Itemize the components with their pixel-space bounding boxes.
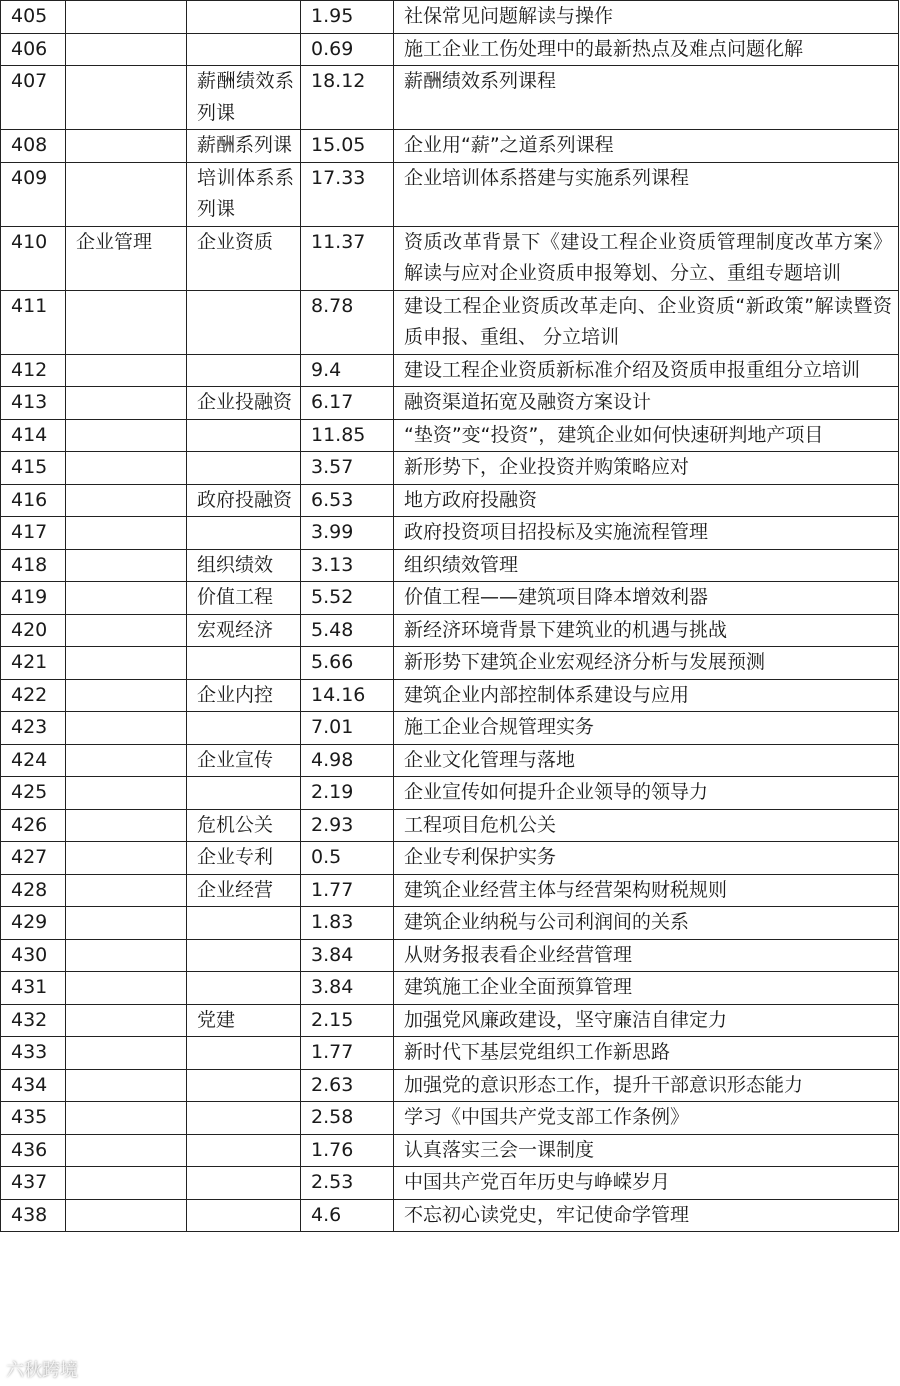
- table-row: [1, 33, 899, 66]
- row-number-cell: 405: [1, 1, 66, 34]
- table-row: [1, 1004, 899, 1037]
- course-title-cell: “垫资”变“投资”，建筑企业如何快速研判地产项目: [394, 419, 899, 452]
- category-cell: [66, 549, 187, 582]
- hours-cell: 2.58: [301, 1102, 394, 1135]
- row-number-cell: 433: [1, 1037, 66, 1070]
- row-number-cell: 427: [1, 842, 66, 875]
- table-row: [1, 679, 899, 712]
- subcategory-cell: [187, 1167, 301, 1200]
- category-cell: [66, 484, 187, 517]
- category-cell: [66, 419, 187, 452]
- row-number-cell: 418: [1, 549, 66, 582]
- hours-cell: 9.4: [301, 354, 394, 387]
- course-title-cell: 认真落实三会一课制度: [394, 1134, 899, 1167]
- subcategory-cell: [187, 939, 301, 972]
- subcategory-cell: [187, 1069, 301, 1102]
- table-row: [1, 972, 899, 1005]
- hours-cell: 3.84: [301, 972, 394, 1005]
- category-cell: [66, 809, 187, 842]
- subcategory-cell: [187, 452, 301, 485]
- course-title-cell: 工程项目危机公关: [394, 809, 899, 842]
- category-cell: [66, 647, 187, 680]
- course-title-cell: 建筑施工企业全面预算管理: [394, 972, 899, 1005]
- row-number-cell: 434: [1, 1069, 66, 1102]
- course-title-cell: 中国共产党百年历史与峥嵘岁月: [394, 1167, 899, 1200]
- category-cell: [66, 1134, 187, 1167]
- category-cell: [66, 387, 187, 420]
- row-number-cell: 414: [1, 419, 66, 452]
- hours-cell: 2.63: [301, 1069, 394, 1102]
- hours-cell: 4.98: [301, 744, 394, 777]
- course-title-cell: 新经济环境背景下建筑业的机遇与挑战: [394, 614, 899, 647]
- table-row: [1, 1, 899, 34]
- category-cell: [66, 744, 187, 777]
- table-row: [1, 614, 899, 647]
- category-cell: [66, 1199, 187, 1232]
- category-cell: [66, 517, 187, 550]
- hours-cell: 4.6: [301, 1199, 394, 1232]
- subcategory-cell: [187, 33, 301, 66]
- hours-cell: 2.93: [301, 809, 394, 842]
- subcategory-cell: 企业专利: [187, 842, 301, 875]
- row-number-cell: 417: [1, 517, 66, 550]
- row-number-cell: 428: [1, 874, 66, 907]
- course-title-cell: 建设工程企业资质新标准介绍及资质申报重组分立培训: [394, 354, 899, 387]
- row-number-cell: 415: [1, 452, 66, 485]
- row-number-cell: 431: [1, 972, 66, 1005]
- row-number-cell: 406: [1, 33, 66, 66]
- category-cell: [66, 1004, 187, 1037]
- course-title-cell: 企业用“薪”之道系列课程: [394, 130, 899, 163]
- subcategory-cell: 企业内控: [187, 679, 301, 712]
- subcategory-cell: 政府投融资: [187, 484, 301, 517]
- hours-cell: 7.01: [301, 712, 394, 745]
- subcategory-cell: [187, 354, 301, 387]
- table-row: [1, 777, 899, 810]
- row-number-cell: 420: [1, 614, 66, 647]
- row-number-cell: 436: [1, 1134, 66, 1167]
- subcategory-cell: 宏观经济: [187, 614, 301, 647]
- subcategory-cell: [187, 777, 301, 810]
- row-number-cell: 423: [1, 712, 66, 745]
- course-title-cell: 建设工程企业资质改革走向、企业资质“新政策”解读暨资质申报、重组、 分立培训: [394, 290, 899, 354]
- row-number-cell: 410: [1, 226, 66, 290]
- table-row: [1, 874, 899, 907]
- subcategory-cell: 薪酬系列课: [187, 130, 301, 163]
- course-title-cell: 不忘初心读党史，牢记使命学管理: [394, 1199, 899, 1232]
- course-title-cell: 企业专利保护实务: [394, 842, 899, 875]
- row-number-cell: 437: [1, 1167, 66, 1200]
- row-number-cell: 435: [1, 1102, 66, 1135]
- subcategory-cell: 危机公关: [187, 809, 301, 842]
- row-number-cell: 425: [1, 777, 66, 810]
- table-row: [1, 744, 899, 777]
- hours-cell: 5.66: [301, 647, 394, 680]
- category-cell: [66, 1167, 187, 1200]
- category-cell: [66, 582, 187, 615]
- row-number-cell: 424: [1, 744, 66, 777]
- hours-cell: 3.99: [301, 517, 394, 550]
- subcategory-cell: [187, 1102, 301, 1135]
- hours-cell: 6.17: [301, 387, 394, 420]
- table-row: [1, 354, 899, 387]
- category-cell: [66, 66, 187, 130]
- hours-cell: 3.84: [301, 939, 394, 972]
- row-number-cell: 413: [1, 387, 66, 420]
- course-title-cell: 建筑企业内部控制体系建设与应用: [394, 679, 899, 712]
- subcategory-cell: 企业宣传: [187, 744, 301, 777]
- table-row: [1, 517, 899, 550]
- table-row: [1, 1167, 899, 1200]
- course-title-cell: 政府投资项目招投标及实施流程管理: [394, 517, 899, 550]
- subcategory-cell: 组织绩效: [187, 549, 301, 582]
- course-title-cell: 社保常见问题解读与操作: [394, 1, 899, 34]
- table-body: [1, 1, 899, 1232]
- hours-cell: 2.19: [301, 777, 394, 810]
- subcategory-cell: [187, 1134, 301, 1167]
- hours-cell: 1.95: [301, 1, 394, 34]
- hours-cell: 6.53: [301, 484, 394, 517]
- course-title-cell: 新形势下，企业投资并购策略应对: [394, 452, 899, 485]
- row-number-cell: 412: [1, 354, 66, 387]
- row-number-cell: 409: [1, 162, 66, 226]
- category-cell: [66, 452, 187, 485]
- table-row: [1, 484, 899, 517]
- course-title-cell: 薪酬绩效系列课程: [394, 66, 899, 130]
- course-title-cell: 建筑企业经营主体与经营架构财税规则: [394, 874, 899, 907]
- subcategory-cell: [187, 647, 301, 680]
- table-row: [1, 130, 899, 163]
- subcategory-cell: [187, 290, 301, 354]
- category-cell: [66, 162, 187, 226]
- course-title-cell: 施工企业合规管理实务: [394, 712, 899, 745]
- category-cell: [66, 874, 187, 907]
- row-number-cell: 407: [1, 66, 66, 130]
- category-cell: 企业管理: [66, 226, 187, 290]
- subcategory-cell: 企业投融资: [187, 387, 301, 420]
- watermark-text: 六秋跨境: [6, 1360, 78, 1381]
- hours-cell: 18.12: [301, 66, 394, 130]
- hours-cell: 11.37: [301, 226, 394, 290]
- course-title-cell: 企业培训体系搭建与实施系列课程: [394, 162, 899, 226]
- subcategory-cell: 价值工程: [187, 582, 301, 615]
- hours-cell: 5.48: [301, 614, 394, 647]
- hours-cell: 0.5: [301, 842, 394, 875]
- course-title-cell: 融资渠道拓宽及融资方案设计: [394, 387, 899, 420]
- table-row: [1, 1037, 899, 1070]
- course-title-cell: 资质改革背景下《建设工程企业资质管理制度改革方案》解读与应对企业资质申报筹划、分立、重组专题培训: [394, 226, 899, 290]
- row-number-cell: 426: [1, 809, 66, 842]
- subcategory-cell: 薪酬绩效系列课: [187, 66, 301, 130]
- table-row: [1, 842, 899, 875]
- subcategory-cell: 党建: [187, 1004, 301, 1037]
- course-title-cell: 加强党风廉政建设，坚守廉洁自律定力: [394, 1004, 899, 1037]
- subcategory-cell: 企业资质: [187, 226, 301, 290]
- table-row: [1, 907, 899, 940]
- category-cell: [66, 939, 187, 972]
- category-cell: [66, 354, 187, 387]
- table-row: [1, 1102, 899, 1135]
- row-number-cell: 411: [1, 290, 66, 354]
- row-number-cell: 421: [1, 647, 66, 680]
- subcategory-cell: [187, 517, 301, 550]
- category-cell: [66, 290, 187, 354]
- hours-cell: 3.57: [301, 452, 394, 485]
- table-row: [1, 809, 899, 842]
- category-cell: [66, 679, 187, 712]
- hours-cell: 15.05: [301, 130, 394, 163]
- category-cell: [66, 1102, 187, 1135]
- course-title-cell: 地方政府投融资: [394, 484, 899, 517]
- row-number-cell: 432: [1, 1004, 66, 1037]
- subcategory-cell: [187, 1199, 301, 1232]
- category-cell: [66, 1, 187, 34]
- table-row: [1, 939, 899, 972]
- hours-cell: 2.15: [301, 1004, 394, 1037]
- hours-cell: 5.52: [301, 582, 394, 615]
- table-row: [1, 419, 899, 452]
- table-row: [1, 582, 899, 615]
- row-number-cell: 430: [1, 939, 66, 972]
- course-title-cell: 施工企业工伤处理中的最新热点及难点问题化解: [394, 33, 899, 66]
- category-cell: [66, 777, 187, 810]
- category-cell: [66, 972, 187, 1005]
- table-row: [1, 647, 899, 680]
- category-cell: [66, 1037, 187, 1070]
- course-title-cell: 企业文化管理与落地: [394, 744, 899, 777]
- course-title-cell: 学习《中国共产党支部工作条例》: [394, 1102, 899, 1135]
- category-cell: [66, 130, 187, 163]
- table-row: [1, 452, 899, 485]
- table-row: [1, 162, 899, 226]
- course-title-cell: 组织绩效管理: [394, 549, 899, 582]
- hours-cell: 17.33: [301, 162, 394, 226]
- hours-cell: 11.85: [301, 419, 394, 452]
- subcategory-cell: [187, 419, 301, 452]
- category-cell: [66, 842, 187, 875]
- subcategory-cell: [187, 1037, 301, 1070]
- hours-cell: 1.76: [301, 1134, 394, 1167]
- subcategory-cell: [187, 712, 301, 745]
- table-row: [1, 1199, 899, 1232]
- row-number-cell: 429: [1, 907, 66, 940]
- row-number-cell: 419: [1, 582, 66, 615]
- hours-cell: 1.83: [301, 907, 394, 940]
- subcategory-cell: 企业经营: [187, 874, 301, 907]
- table-row: [1, 549, 899, 582]
- course-title-cell: 新形势下建筑企业宏观经济分析与发展预测: [394, 647, 899, 680]
- course-title-cell: 企业宣传如何提升企业领导的领导力: [394, 777, 899, 810]
- row-number-cell: 416: [1, 484, 66, 517]
- category-cell: [66, 1069, 187, 1102]
- row-number-cell: 408: [1, 130, 66, 163]
- subcategory-cell: [187, 972, 301, 1005]
- table-row: [1, 290, 899, 354]
- subcategory-cell: [187, 1, 301, 34]
- table-row: [1, 712, 899, 745]
- table-row: [1, 66, 899, 130]
- hours-cell: 2.53: [301, 1167, 394, 1200]
- hours-cell: 14.16: [301, 679, 394, 712]
- category-cell: [66, 614, 187, 647]
- course-title-cell: 价值工程——建筑项目降本增效利器: [394, 582, 899, 615]
- course-title-cell: 新时代下基层党组织工作新思路: [394, 1037, 899, 1070]
- hours-cell: 0.69: [301, 33, 394, 66]
- course-title-cell: 加强党的意识形态工作，提升干部意识形态能力: [394, 1069, 899, 1102]
- table-row: [1, 387, 899, 420]
- hours-cell: 1.77: [301, 1037, 394, 1070]
- table-row: [1, 1069, 899, 1102]
- hours-cell: 3.13: [301, 549, 394, 582]
- course-title-cell: 建筑企业纳税与公司利润间的关系: [394, 907, 899, 940]
- category-cell: [66, 33, 187, 66]
- table-row: [1, 226, 899, 290]
- subcategory-cell: 培训体系系列课: [187, 162, 301, 226]
- category-cell: [66, 907, 187, 940]
- row-number-cell: 422: [1, 679, 66, 712]
- hours-cell: 8.78: [301, 290, 394, 354]
- subcategory-cell: [187, 907, 301, 940]
- row-number-cell: 438: [1, 1199, 66, 1232]
- course-title-cell: 从财务报表看企业经营管理: [394, 939, 899, 972]
- hours-cell: 1.77: [301, 874, 394, 907]
- category-cell: [66, 712, 187, 745]
- table-row: [1, 1134, 899, 1167]
